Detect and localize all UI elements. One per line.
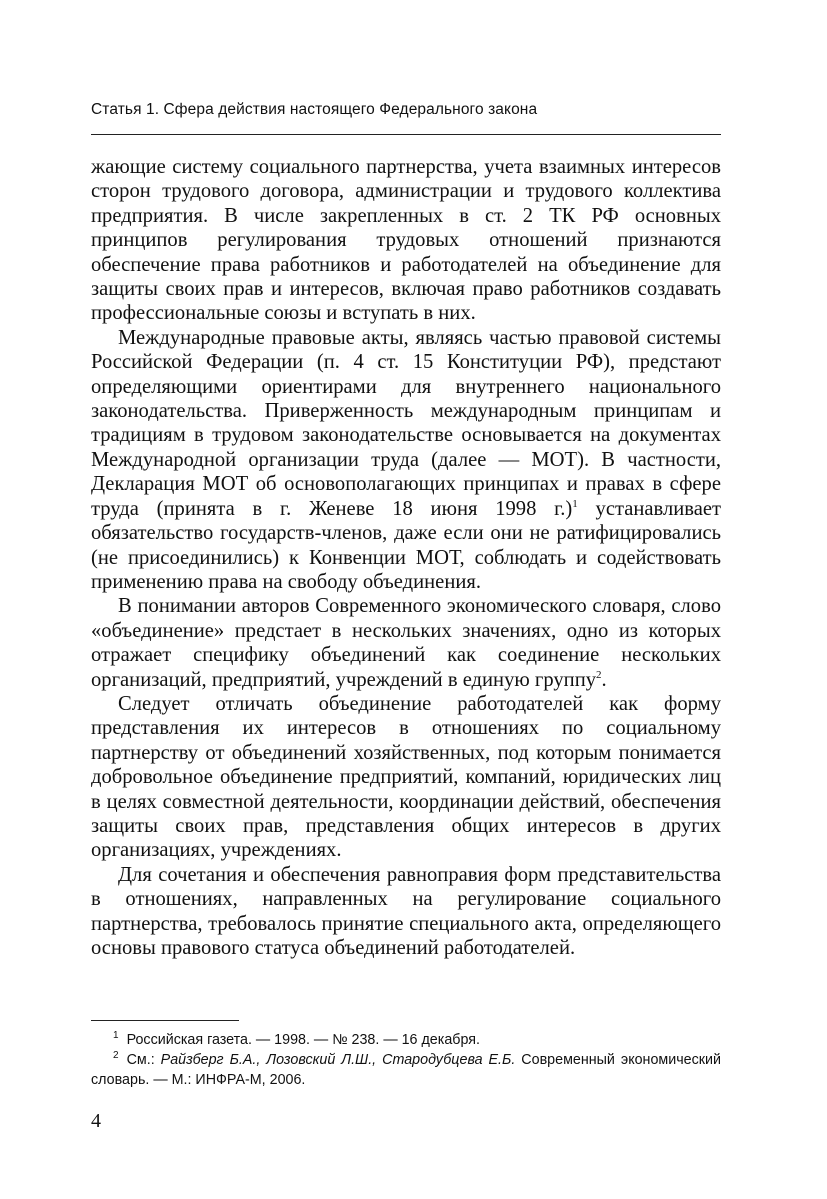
page-number: 4 [91, 1110, 101, 1132]
footnote-divider [91, 1020, 239, 1021]
paragraph-3-text-b: . [601, 668, 607, 691]
paragraph-2 [91, 326, 721, 594]
paragraph-4: Следует отличать объединение работодателей как форму представления их интересов в отношениях по социальному партнерству от объединений хозяйственных, под которым понимается добровольное объединение предприятий, компаний, юридических лиц в целях совместной деятельности, координации действий, обеспечения защиты своих прав, представления общих интересов в других организациях, учреждениях. [91, 692, 721, 862]
footnote-2-text: Современный экономический словарь. — М.: ИНФРА-М, 2006. [91, 1052, 721, 1088]
footnote-1-number: 1 [113, 1030, 119, 1042]
footnotes [91, 1030, 721, 1090]
footnote-ref-1[interactable]: 1 [572, 497, 578, 510]
footnote-1-text: Российская газета. — 1998. — № 238. — 16 декабря. [126, 1032, 480, 1048]
footnote-1 [91, 1030, 721, 1050]
footnote-ref-2[interactable]: 2 [596, 668, 602, 681]
running-header: Статья 1. Сфера действия настоящего Федерального закона [91, 101, 538, 118]
footnote-2-number: 2 [113, 1050, 119, 1062]
header-divider [91, 134, 721, 135]
paragraph-2-text-b: устанавливает обязательство государств-членов, даже если они не ратифицировались (не присоединились) к Конвенции МОТ, соблюдать и содействовать применению права на свободу объединения. [91, 497, 722, 593]
main-text [91, 155, 721, 960]
footnote-2-authors: Райзберг Б.А., Лозовский Л.Ш., Стародубцева Е.Б. [160, 1052, 516, 1068]
footnote-2 [91, 1050, 721, 1090]
footnote-2-prefix: См.: [126, 1052, 161, 1068]
paragraph-2-text-a: Международные правовые акты, являясь частью правовой системы Российской Федерации (п. 4 ст. 15 Конституции РФ), предстают определяющими ориентирами для внутреннего национального законодательства. Приверженность международным принципам и традициям в трудовом законодательстве основывается на документах Международной организации труда (далее — МОТ). В частности, Декларация МОТ об основополагающих принципах и правах в сфере труда (принята в г. Женеве 18 июня 1998 г.) [91, 326, 721, 520]
paragraph-5: Для сочетания и обеспечения равноправия форм представительства в отношениях, направленных на регулирование социального партнерства, требовалось принятие специального акта, определяющего основы правового статуса объединений работодателей. [91, 863, 721, 959]
paragraph-1: жающие систему социального партнерства, учета взаимных интересов сторон трудового договора, администрации и трудового коллектива предприятия. В числе закрепленных в ст. 2 ТК РФ основных принципов регулирования трудовых отношений признаются обеспечение права работников и работодателей на объединение для защиты своих прав и интересов, включая право работников создавать профессиональные союзы и вступать в них. [91, 156, 721, 325]
paragraph-3-text-a: В понимании авторов Современного экономического словаря, слово «объединение» предстает в нескольких значениях, одно из которых отражает специфику объединений как соединение нескольких организаций, предприятий, учреждений в единую группу [91, 595, 721, 691]
paragraph-3 [91, 594, 721, 692]
